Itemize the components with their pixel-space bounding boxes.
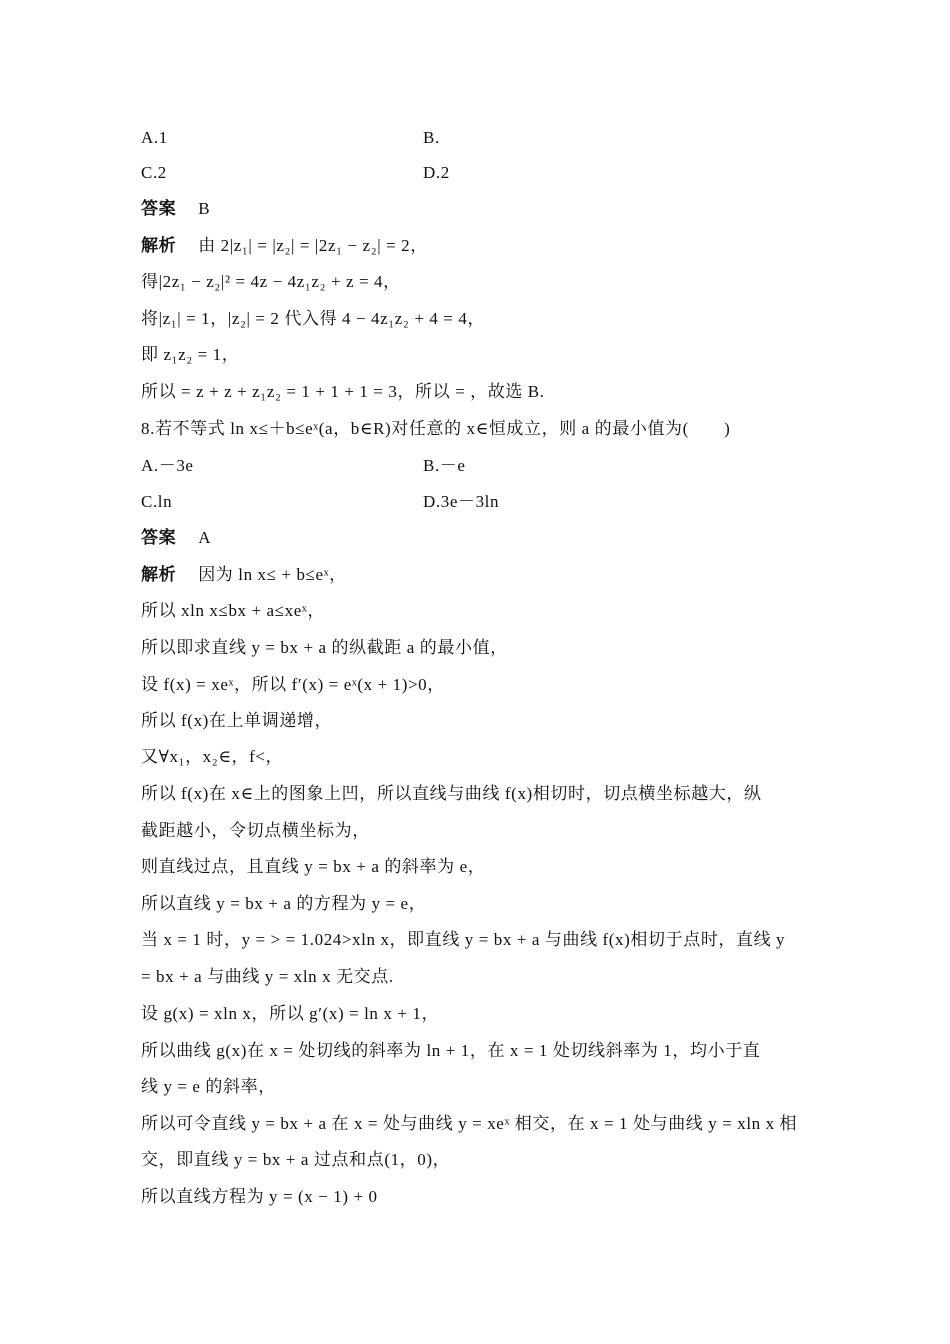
q8-analysis-line: 当 x = 1 时，y = > = 1.024>xln x，即直线 y = bx + a 与曲线 f(x)相切于点时，直线 y	[141, 930, 786, 949]
q8-analysis-line: 截距越小，令切点横坐标为，	[141, 821, 370, 840]
q8-analysis-line: 设 f(x) = xeˣ，所以 f′(x) = eˣ(x + 1)>0，	[141, 675, 445, 694]
q7-answer-row	[141, 199, 210, 219]
q8-question-stem: 8.若不等式 ln x≤＋b≤eˣ(a，b∈R)对任意的 x∈恒成立，则 a 的最小值为( )	[141, 419, 731, 438]
q8-analysis-line: 则直线过点，且直线 y = bx + a 的斜率为 e，	[141, 857, 486, 876]
q8-analysis-line: 所以直线 y = bx + a 的方程为 y = e，	[141, 894, 427, 913]
q8-analysis-line: 所以 f(x)在上单调递增，	[141, 711, 333, 730]
q8-analysis-row	[141, 565, 347, 585]
q8-option-b: B.－e	[423, 456, 466, 475]
q8-option-c: C.ln	[141, 492, 173, 511]
q8-analysis-line: 因为 ln x≤ + b≤eˣ，	[198, 565, 347, 584]
q7-option-c: C.2	[141, 163, 167, 182]
q8-analysis-line: = bx + a 与曲线 y = xln x 无交点.	[141, 967, 394, 986]
q8-option-d: D.3e－3ln	[423, 492, 500, 511]
q8-analysis-line: 所以 f(x)在 x∈上的图象上凹，所以直线与曲线 f(x)相切时，切点横坐标越大，纵	[141, 784, 762, 803]
q8-answer-label: 答案	[141, 528, 177, 547]
q8-analysis-line: 设 g(x) = xln x，所以 g′(x) = ln x + 1，	[141, 1004, 440, 1023]
q7-analysis-row	[141, 236, 428, 256]
q8-analysis-line: 交，即直线 y = bx + a 过点和点(1，0)，	[141, 1150, 451, 1169]
q8-analysis-line: 所以曲线 g(x)在 x = 处切线的斜率为 ln + 1，在 x = 1 处切线斜率为 1，均小于直	[141, 1041, 761, 1060]
q7-analysis-line: 所以 = z + z + z₁z₂ = 1 + 1 + 1 = 3，所以 = ，故选 B.	[141, 382, 545, 401]
q8-analysis-line: 所以 xln x≤bx + a≤xeˣ，	[141, 601, 325, 620]
q7-analysis-line: 即 z₁z₂ = 1，	[141, 345, 240, 364]
q7-analysis-line: 由 2|z₁| = |z₂| = |2z₁ − z₂| = 2，	[198, 236, 428, 255]
q7-analysis-line: 将|z₁| = 1，|z₂| = 2 代入得 4 − 4z₁z₂ + 4 = 4，	[141, 309, 486, 328]
q7-option-d: D.2	[423, 163, 450, 182]
q8-answer-row	[141, 528, 211, 548]
q8-analysis-line: 线 y = e 的斜率，	[141, 1077, 276, 1096]
q8-answer-value: A	[198, 528, 212, 547]
q7-option-a: A.1	[141, 128, 168, 147]
q7-answer-label: 答案	[141, 199, 177, 218]
q7-analysis-line: 得|2z₁ − z₂|² = 4z − 4z₁z₂ + z = 4，	[141, 272, 401, 291]
q7-analysis-label: 解析	[141, 236, 177, 255]
q8-analysis-line: 又∀x₁，x₂∈，f<，	[141, 747, 284, 766]
q7-answer-value: B	[198, 199, 211, 218]
q8-analysis-label: 解析	[141, 565, 177, 584]
q7-option-b: B.	[423, 128, 440, 147]
q8-analysis-line: 所以直线方程为 y = (x − 1) + 0	[141, 1187, 378, 1206]
q8-analysis-line: 所以可令直线 y = bx + a 在 x = 处与曲线 y = xeˣ 相交，在 x = 1 处与曲线 y = xln x 相	[141, 1114, 798, 1133]
q8-option-a: A.－3e	[141, 456, 194, 475]
q8-analysis-line: 所以即求直线 y = bx + a 的纵截距 a 的最小值，	[141, 638, 508, 657]
